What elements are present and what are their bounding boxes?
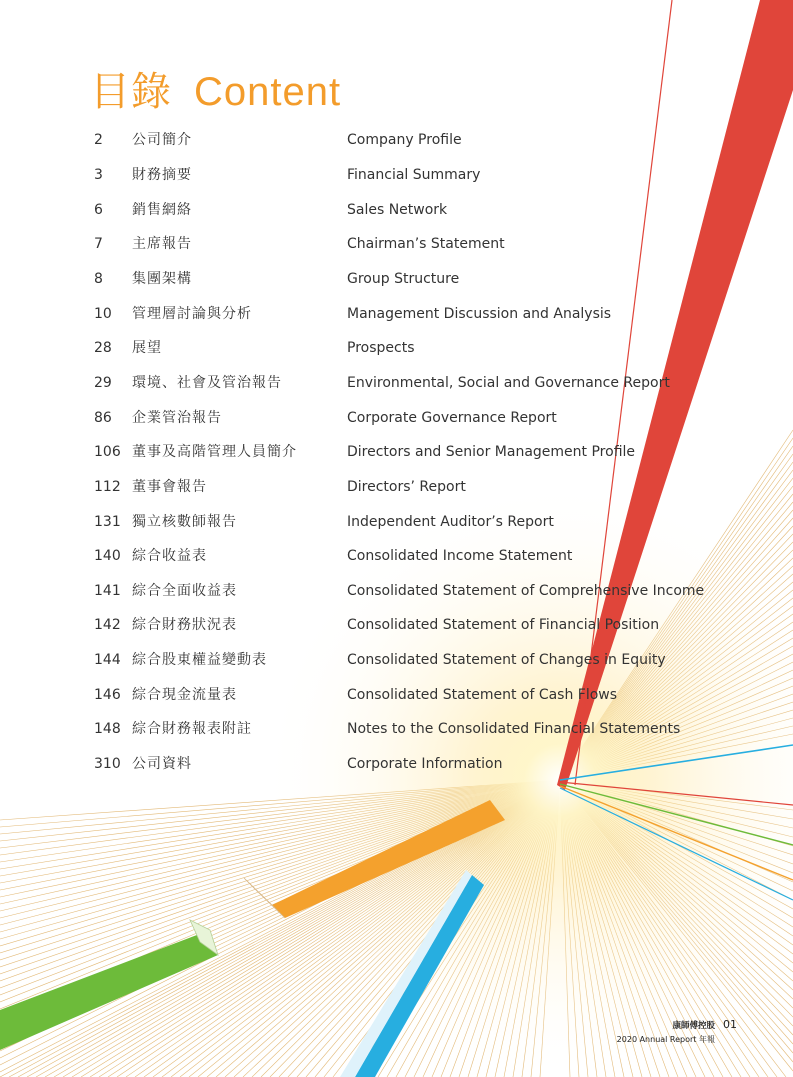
toc-page-number: 6 (94, 202, 103, 218)
toc-page-number: 28 (94, 340, 112, 356)
toc-title-chinese: 綜合全面收益表 (132, 583, 237, 599)
toc-title-chinese: 企業管治報告 (132, 410, 222, 426)
toc-title-english: Consolidated Statement of Cash Flows (347, 687, 618, 703)
toc-title-chinese: 綜合現金流量表 (132, 687, 237, 703)
toc-title-chinese: 公司資料 (132, 756, 192, 772)
toc-page-number: 2 (94, 132, 103, 148)
toc-row[interactable] (0, 476, 700, 498)
toc-page-number: 148 (94, 721, 121, 737)
green-beam (0, 930, 218, 1050)
title-chinese: 目錄 (90, 69, 172, 115)
toc-row[interactable] (0, 233, 700, 255)
toc-title-english: Directors and Senior Management Profile (347, 444, 636, 460)
toc-title-chinese: 董事會報告 (132, 479, 207, 495)
toc-page-number: 140 (94, 548, 121, 564)
toc-title-chinese: 綜合股東權益變動表 (132, 652, 267, 668)
toc-row[interactable] (0, 718, 700, 740)
toc-title-chinese: 綜合財務報表附註 (132, 721, 252, 737)
toc-title-chinese: 綜合財務狀況表 (132, 617, 237, 633)
toc-title-english: Corporate Information (347, 756, 503, 772)
toc-page-number: 8 (94, 271, 103, 287)
toc-page-number: 106 (94, 444, 121, 460)
toc-page-number: 131 (94, 514, 121, 530)
toc-title-chinese: 董事及高階管理人員簡介 (132, 444, 297, 460)
toc-title-english: Financial Summary (347, 167, 481, 183)
toc-title-english: Directors’ Report (347, 479, 466, 495)
toc-page-number: 142 (94, 617, 121, 633)
toc-title-english: Consolidated Statement of Changes in Equity (347, 652, 666, 668)
toc-row[interactable] (0, 337, 700, 359)
toc-row[interactable] (0, 199, 700, 221)
toc-row[interactable] (0, 372, 700, 394)
toc-title-english: Consolidated Statement of Financial Position (347, 617, 660, 633)
toc-page-number: 7 (94, 236, 103, 252)
toc-title-chinese: 集團架構 (132, 271, 192, 287)
toc-title-english: Environmental, Social and Governance Report (347, 375, 670, 391)
toc-row[interactable] (0, 407, 700, 429)
toc-page-number: 112 (94, 479, 121, 495)
toc-row[interactable] (0, 268, 700, 290)
toc-title-chinese: 銷售網絡 (132, 202, 192, 218)
toc-row[interactable] (0, 511, 700, 533)
toc-title-english: Sales Network (347, 202, 448, 218)
toc-title-english: Corporate Governance Report (347, 410, 557, 426)
toc-title-english: Group Structure (347, 271, 460, 287)
toc-page-number: 141 (94, 583, 121, 599)
toc-page-number: 144 (94, 652, 121, 668)
toc-title-english: Chairman’s Statement (347, 236, 505, 252)
toc-page-number: 29 (94, 375, 112, 391)
title-english: Content (194, 70, 342, 114)
toc-row[interactable] (0, 129, 700, 151)
toc-title-english: Consolidated Income Statement (347, 548, 573, 564)
toc-row[interactable] (0, 164, 700, 186)
page-title (90, 60, 341, 117)
toc-title-english: Independent Auditor’s Report (347, 514, 554, 530)
toc-title-chinese: 綜合收益表 (132, 548, 207, 564)
toc-title-chinese: 環境、社會及管治報告 (132, 375, 282, 391)
toc-title-english: Consolidated Statement of Comprehensive Income (347, 583, 705, 599)
toc-row[interactable] (0, 753, 700, 775)
toc-row[interactable] (0, 614, 700, 636)
footer-page-number: 01 (723, 1018, 737, 1031)
toc-title-english: Prospects (347, 340, 415, 356)
toc-title-chinese: 公司簡介 (132, 132, 192, 148)
toc-title-chinese: 管理層討論與分析 (132, 306, 252, 322)
toc-page-number: 10 (94, 306, 112, 322)
toc-title-chinese: 主席報告 (132, 236, 192, 252)
toc-row[interactable] (0, 303, 700, 325)
toc-row[interactable] (0, 580, 705, 602)
toc-row[interactable] (0, 684, 700, 706)
footer-company-name: 康師傅控股 (672, 1021, 715, 1031)
page-footer (617, 1018, 737, 1047)
toc-page-number: 310 (94, 756, 121, 772)
toc-title-english: Company Profile (347, 132, 462, 148)
toc-title-chinese: 財務摘要 (132, 167, 192, 183)
toc-page-number: 146 (94, 687, 121, 703)
footer-report-label: 2020 Annual Report 年報 (616, 1035, 715, 1044)
toc-title-english: Notes to the Consolidated Financial Statements (347, 721, 681, 737)
toc-page-number: 3 (94, 167, 103, 183)
toc-row[interactable] (0, 649, 700, 671)
toc-title-english: Management Discussion and Analysis (347, 306, 612, 322)
toc-title-chinese: 展望 (132, 340, 162, 356)
toc-row[interactable] (0, 545, 700, 567)
toc-title-chinese: 獨立核數師報告 (132, 514, 237, 530)
toc-page-number: 86 (94, 410, 112, 426)
toc-row[interactable] (0, 441, 700, 463)
light-glow (260, 480, 793, 1077)
